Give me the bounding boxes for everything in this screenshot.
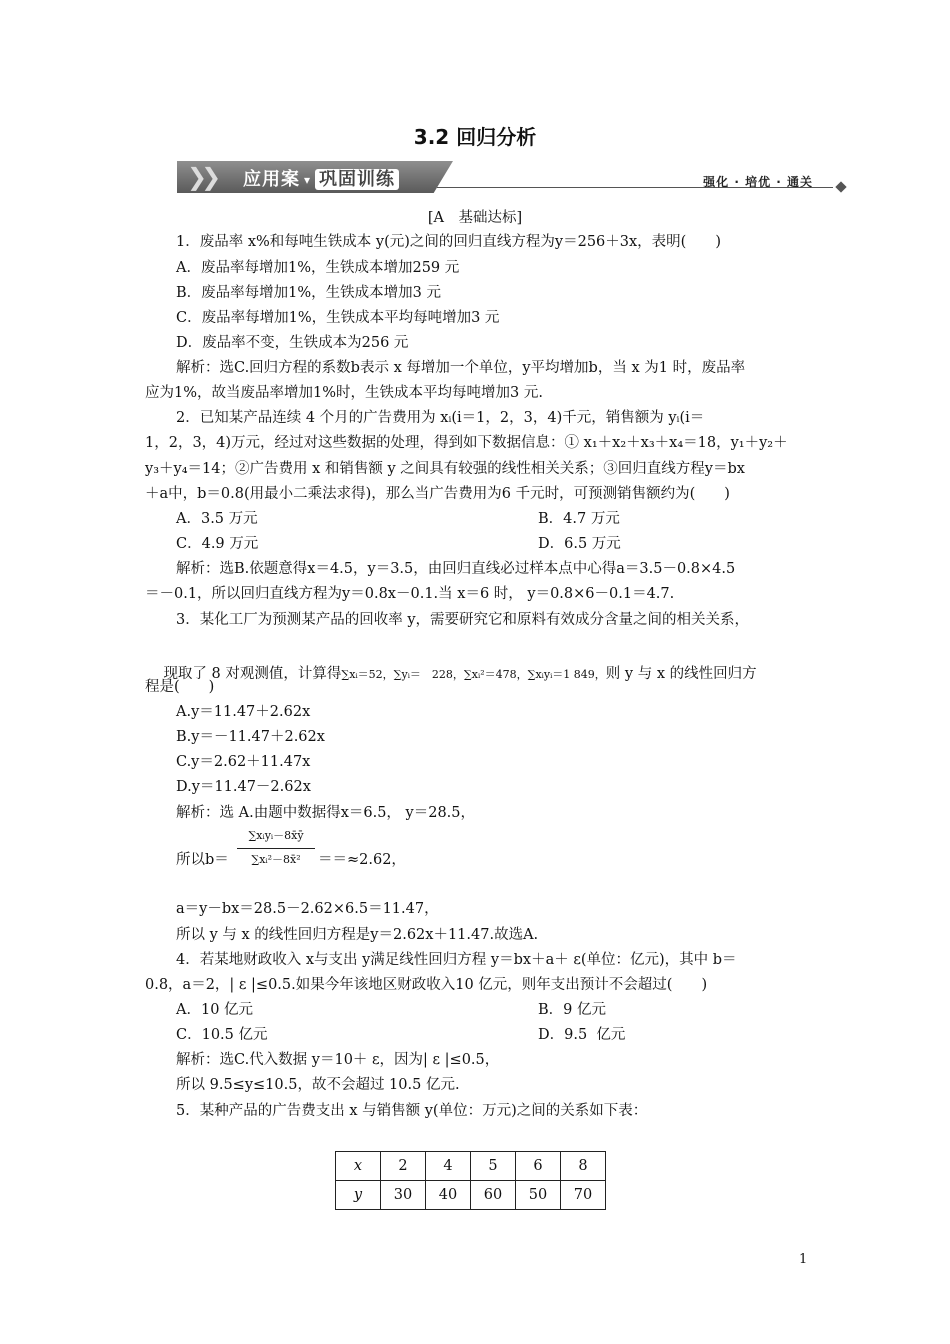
table-cell: 6 [516,1152,561,1181]
table-cell: 60 [471,1181,516,1210]
solution-4-line-1: 解析：选C.代入数据 y＝10＋ ε，因为| ε |≤0.5， [176,1052,500,1068]
option-c: C．废品率每增加1%，生铁成本平均每吨增加3 元 [176,310,500,326]
option-a: A．10 亿元 [176,1002,254,1018]
solution-2-line-2: ＝－0.1，所以回归直线方程为y＝0.8x－0.1.当 x＝6 时， y＝0.8×6－0.1＝4.7. [145,586,675,602]
option-d: D．废品率不变，生铁成本为256 元 [176,335,409,351]
solution-4-line-2: 所以 9.5≤y≤10.5，故不会超过 10.5 亿元. [176,1077,460,1093]
question-2-line-2: 1，2，3，4)万元，经过对这些数据的处理，得到如下数据信息：① x₁＋x₂＋x₃＋x₄＝18，y₁＋y₂＋ [145,435,788,451]
question-1: 1．废品率 x%和每吨生铁成本 y(元)之间的回归直线方程为y＝256＋3x，表明( ) [176,234,721,250]
solution-3-b-prefix: 所以b＝ [176,852,229,868]
option-b: B．9 亿元 [538,1002,606,1018]
option-c: C．4.9 万元 [176,536,259,552]
option-c: C．10.5 亿元 [176,1027,268,1043]
option-a: A．3.5 万元 [176,511,258,527]
solution-3-conclusion: 所以 y 与 x 的线性回归方程是y＝2.62x＋11.47.故选A. [176,927,539,943]
solution-3-b-result: ＝＝≈2.62， [318,852,406,868]
table-cell: 4 [426,1152,471,1181]
banner-box-text: 巩固训练 [315,169,399,190]
banner-label [243,165,399,191]
option-b: B．废品率每增加1%，生铁成本增加3 元 [176,285,441,301]
page-number: 1 [799,1252,808,1267]
question-5: 5．某种产品的广告费支出 x 与销售额 y(单位：万元)之间的关系如下表： [176,1103,648,1119]
solution-2-line-1: 解析：选B.依题意得x＝4.5，y＝3.5，由回归直线必过样本点中心得a＝3.5－0.8×4.5 [176,561,736,577]
question-2-line-1: 2．已知某产品连续 4 个月的广告费用为 xᵢ(i＝1，2，3，4)千元，销售额为 yᵢ(i＝ [176,410,705,426]
question-3-suffix: 则 y 与 x 的线性回归方 [605,666,757,682]
question-2-line-4: ＋a中，b＝0.8(用最小二乘法求得)，那么当广告费用为6 千元时，可预测销售额约为( ) [145,486,730,502]
option-d: D．6.5 万元 [538,536,621,552]
table-cell: 40 [426,1181,471,1210]
question-4-line-1: 4．若某地财政收入 x与支出 y满足线性回归方程 y＝bx＋a＋ ε(单位：亿元)，其中 b＝ [176,952,737,968]
section-heading: [A 基础达标] [427,210,523,226]
solution-3-line-1: 解析：选 A.由题中数据得x＝6.5， y＝28.5， [176,805,476,821]
option-b: B．4.7 万元 [538,511,620,527]
question-3-line-2 [145,644,757,705]
solution-3-line-a: a＝y－bx＝28.5－2.62×6.5＝11.47， [176,901,439,917]
sums-formula: ∑xᵢ＝52，∑yᵢ＝ 228，∑xᵢ²＝478，∑xᵢyᵢ＝1 849， [341,668,606,681]
fraction-numerator: ∑xᵢyᵢ－8x̄ȳ [248,829,304,842]
solution-1-line-1: 解析：选C.回归方程的系数b表示 x 每增加一个单位，y平均增加b，当 x 为1 时，废品率 [176,360,746,376]
section-banner [177,161,847,193]
fraction-bar [237,848,315,849]
table-row [336,1152,606,1181]
dot-icon: ▾ [304,173,312,187]
option-d: D．9.5 亿元 [538,1027,626,1043]
table-cell: 30 [381,1181,426,1210]
banner-tagline: 强化 · 培优 · 通关 [703,175,813,189]
table-cell: 8 [561,1152,606,1181]
option-c: C.y＝2.62＋11.47x [176,754,311,770]
diamond-icon [835,181,846,192]
question-3-line-3: 程是( ) [145,679,215,695]
table-cell: y [336,1181,381,1210]
table-cell: 70 [561,1181,606,1210]
table-cell: 50 [516,1181,561,1210]
fraction-denominator: ∑xᵢ²－8x̄² [251,853,301,866]
option-a: A．废品率每增加1%，生铁成本增加259 元 [176,260,460,276]
table-cell: 5 [471,1152,516,1181]
option-a: A.y＝11.47＋2.62x [176,704,311,720]
question-3-line-1: 3．某化工厂为预测某产品的回收率 y，需要研究它和原料有效成分含量之间的相关关系， [176,612,750,628]
page-title: 3.2 回归分析 [413,125,537,149]
data-table [335,1151,606,1210]
chevron-right-icon: ❯❯ [187,163,216,191]
question-4-line-2: 0.8，a＝2，| ε |≤0.5.如果今年该地区财政收入10 亿元，则年支出预计不会超过( ) [145,977,708,993]
fraction [237,829,315,867]
option-d: D.y＝11.47－2.62x [176,779,311,795]
table-cell: 2 [381,1152,426,1181]
banner-left-text: 应用案 [243,169,300,190]
question-2-line-3: y₃＋y₄＝14；②广告费用 x 和销售额 y 之间具有较强的线性相关关系；③回归直线方程y＝bx [145,461,745,477]
question-3-prefix: 现取了 8 对观测值，计算得 [163,666,342,682]
option-b: B.y＝－11.47＋2.62x [176,729,325,745]
table-row [336,1181,606,1210]
solution-1-line-2: 应为1%，故当废品率增加1%时，生铁成本平均每吨增加3 元. [145,385,543,401]
table-cell: x [336,1152,381,1181]
